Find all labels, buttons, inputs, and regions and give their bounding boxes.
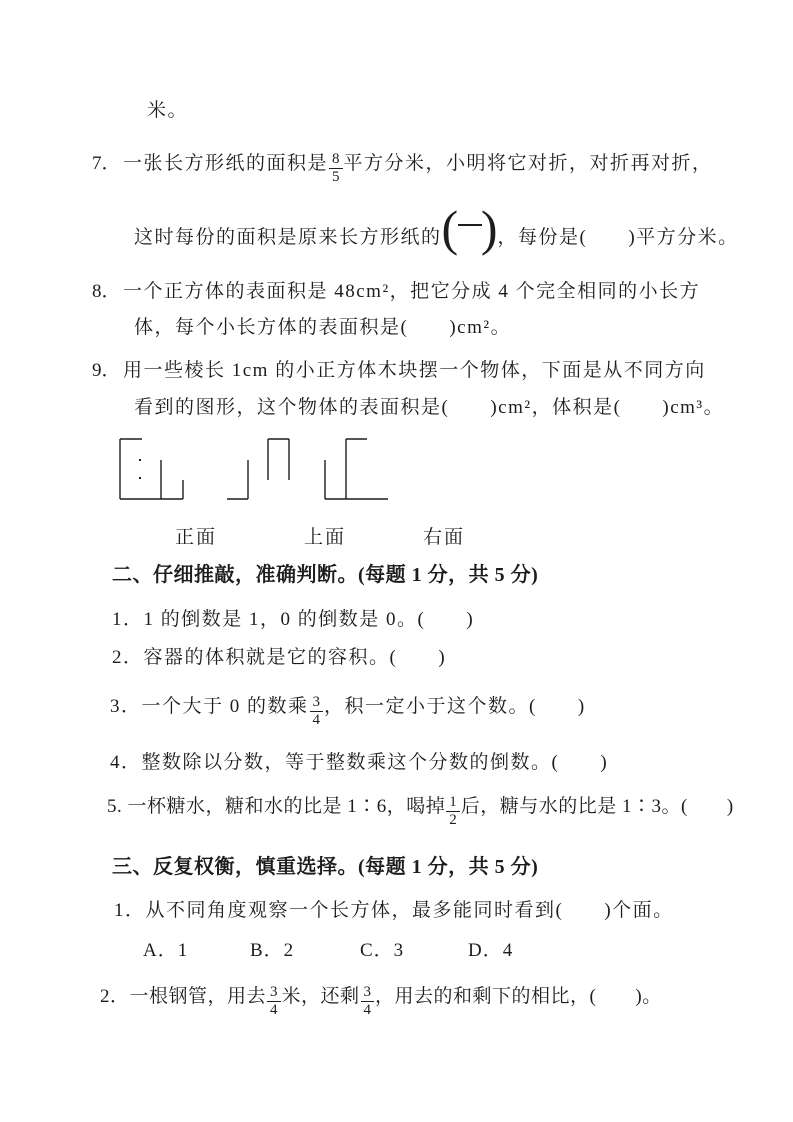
question6-tail-line (147, 100, 188, 122)
option-b: B．2 (250, 940, 295, 961)
text: 一张长方形纸的面积是 (123, 153, 329, 174)
section2-item3 (110, 694, 586, 728)
left-paren-glyph: ( (441, 200, 459, 256)
text: 米，还剩 (281, 986, 360, 1007)
fraction-8-5 (329, 151, 343, 185)
text: 4．整数除以分数，等于整数乘这个分数的倒数。( ) (110, 752, 609, 773)
section3-heading (112, 856, 538, 878)
fraction-numerator: 1 (446, 794, 460, 812)
fraction-numerator: 3 (310, 694, 324, 712)
section3-item2 (100, 984, 662, 1018)
label-text: 正面 (174, 527, 218, 548)
figure-dot (139, 459, 141, 461)
option-c: C．3 (360, 940, 405, 961)
text: 平方分米，小明将它对折，对折再对折， (343, 153, 713, 174)
section2-item5 (107, 794, 734, 828)
question7-line2 (134, 200, 739, 256)
fraction-3-4 (361, 984, 375, 1018)
heading-text: 三、反复权衡，慎重选择。(每题 1 分，共 5 分) (112, 856, 539, 878)
fraction-bar (458, 224, 482, 226)
section2-item4 (110, 752, 608, 774)
right-paren-glyph: ) (480, 200, 498, 256)
text: 1．1 的倒数是 1，0 的倒数是 0。( ) (112, 609, 475, 630)
fraction-3-4 (267, 984, 281, 1018)
fraction-blank (441, 200, 498, 256)
section2-heading (112, 564, 538, 586)
question7-line1 (92, 151, 713, 185)
figure-label-right (423, 522, 465, 549)
text: 米。 (147, 100, 189, 121)
text: 这时每份的面积是原来长方形纸的 (134, 227, 442, 248)
fraction-denominator: 5 (332, 169, 340, 185)
figure-label-front (175, 522, 217, 549)
text: ，每份是( )平方分米。 (497, 227, 739, 248)
section2-item1 (112, 609, 474, 631)
fraction-1-2 (446, 794, 460, 828)
fraction-denominator: 4 (363, 1002, 372, 1018)
text: ，积一定小于这个数。( ) (324, 696, 586, 717)
heading-text: 二、仔细推敲，准确判断。(每题 1 分，共 5 分) (112, 564, 539, 586)
text: 体，每个小长方体的表面积是( )cm²。 (134, 317, 512, 338)
fraction-denominator: 4 (312, 712, 321, 728)
section3-item1 (114, 900, 674, 922)
figure-dot (139, 477, 141, 479)
question9-line2 (134, 397, 724, 419)
question8-line1 (92, 281, 700, 303)
text: 3．一个大于 0 的数乘 (110, 696, 309, 717)
fraction-denominator: 2 (449, 812, 457, 828)
question8-line2 (134, 317, 511, 339)
question-number: 8． (92, 281, 121, 302)
text: 用一些棱长 1cm 的小正方体木块摆一个物体，下面是从不同方向 (123, 360, 706, 381)
fraction-denominator: 4 (270, 1002, 278, 1018)
section3-item1-options (0, 940, 793, 962)
text: 5. 一杯糖水，糖和水的比是 1∶6，喝掉 (107, 796, 446, 817)
fraction-numerator: 8 (329, 151, 343, 169)
text: 一个正方体的表面积是 48cm²，把它分成 4 个完全相同的小长方 (123, 281, 701, 302)
fraction-3-4 (310, 694, 324, 728)
label-text: 上面 (303, 527, 347, 548)
text: 看到的图形，这个物体的表面积是( )cm²，体积是( )cm³。 (134, 397, 725, 418)
fraction-numerator: 3 (267, 984, 281, 1002)
section2-item2 (112, 647, 446, 669)
text: 后，糖与水的比是 1∶3。( ) (460, 796, 734, 817)
figure-label-top (304, 522, 346, 549)
text: 2．一根钢管，用去 (100, 986, 267, 1007)
fraction-numerator: 3 (361, 984, 375, 1002)
text: ，用去的和剩下的相比，( )。 (375, 986, 662, 1007)
option-a: A．1 (143, 940, 189, 961)
text: 2．容器的体积就是它的容积。( ) (112, 647, 447, 668)
text: 1．从不同角度观察一个长方体，最多能同时看到( )个面。 (114, 900, 674, 921)
question9-line1 (92, 360, 706, 382)
option-d: D．4 (468, 940, 514, 961)
question-number: 9． (92, 360, 121, 381)
question-number: 7． (92, 153, 121, 174)
label-text: 右面 (422, 527, 466, 548)
